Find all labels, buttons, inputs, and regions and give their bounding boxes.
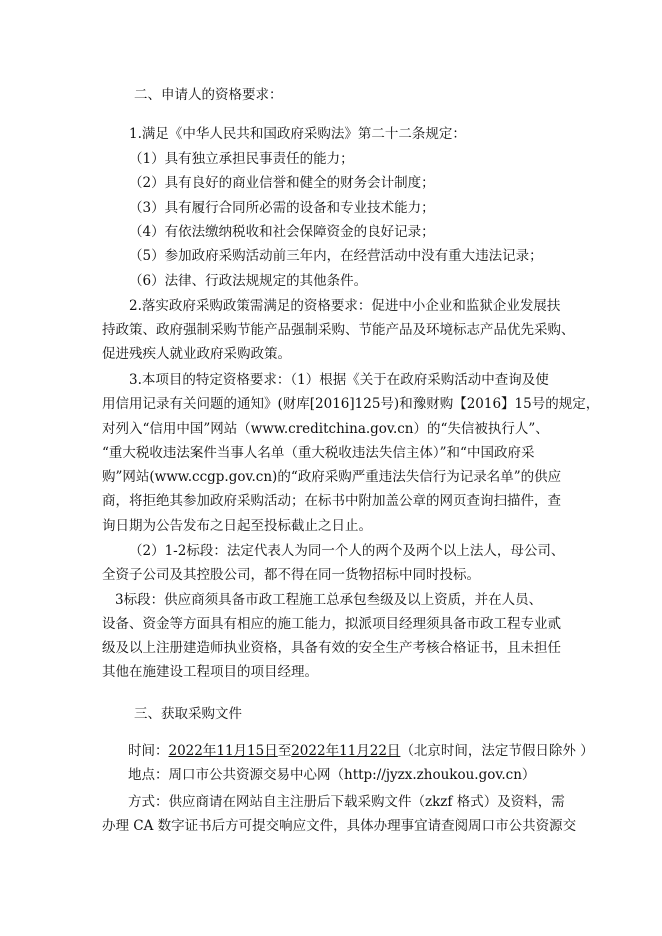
time-line <box>128 740 594 762</box>
item-3-line-3: 对列入“信用中国”网站（www.creditchina.gov.cn）的“失信被执行人”、 <box>102 421 549 437</box>
method-line-1: 方式：供应商请在网站自主注册后下载采购文件（zkzf 格式）及资料，需 <box>128 794 565 810</box>
time-start: 2022年11月15日 <box>168 743 278 759</box>
item-1-title: 1.满足《中华人民共和国政府采购法》第二十二条规定： <box>129 126 466 142</box>
clause-6: （6）法律、行政法规规定的其他条件。 <box>129 273 368 289</box>
lot-3-line-2: 设备、资金等方面具有相应的施工能力，拟派项目经理须具备市政工程专业贰 <box>102 616 561 632</box>
item-2-line-2: 持政策、政府强制采购节能产品强制采购、节能产品及环境标志产品优先采购、 <box>102 322 575 338</box>
method-line-2: 办理 CA 数字证书后方可提交响应文件，具体办理事宜请查阅周口市公共资源交 <box>102 818 577 834</box>
lot-3-line-3: 级及以上注册建造师执业资格，具备有效的安全生产考核合格证书，且未担任 <box>102 640 561 656</box>
item-3-line-2: 用信用记录有关问题的通知》(财库[2016]125号)和豫财购【2016】15号的规定， <box>102 396 600 412</box>
clause-3: （3）具有履行合同所必需的设备和专业技术能力； <box>129 200 435 216</box>
item-3-line-1: 3.本项目的特定资格要求：（1）根据《关于在政府采购活动中查询及使 <box>129 372 549 388</box>
clause-2: （2）具有良好的商业信誉和健全的财务会计制度； <box>129 175 435 191</box>
item-3-2-line-1: （2）1-2标段：法定代表人为同一个人的两个及两个以上法人，母公司、 <box>129 543 565 559</box>
clause-5: （5）参加政府采购活动前三年内，在经营活动中没有重大违法记录； <box>129 248 543 264</box>
time-separator: 至 <box>277 743 292 759</box>
lot-3-line-4: 其他在施建设工程项目的项目经理。 <box>102 664 318 680</box>
item-3-line-6: 商，将拒绝其参加政府采购活动；在标书中附加盖公章的网页查询扫描件，查 <box>102 493 561 509</box>
item-2-line-3: 促进残疾人就业政府采购政策。 <box>102 346 291 362</box>
place-line: 地点：周口市公共资源交易中心网（http://jyzx.zhoukou.gov.cn） <box>128 767 536 783</box>
lot-3-line-1: 3标段：供应商须具备市政工程施工总承包叁级及以上资质，并在人员、 <box>115 592 543 608</box>
time-note: （北京时间，法定节假日除外 ） <box>400 743 594 759</box>
item-3-line-4: “重大税收违法案件当事人名单（重大税收违法失信主体）”和“中国政府采 <box>102 445 535 461</box>
item-3-2-line-2: 全资子公司及其控股公司，都不得在同一货物招标中同时投标。 <box>102 567 480 583</box>
item-2-line-1: 2.落实政府采购政策需满足的资格要求：促进中小企业和监狱企业发展扶 <box>129 298 561 314</box>
section-2-heading: 二、申请人的资格要求： <box>134 87 283 103</box>
item-3-line-7: 询日期为公告发布之日起至投标截止之日止。 <box>102 518 372 534</box>
clause-1: （1）具有独立承担民事责任的能力； <box>129 151 354 167</box>
clause-4: （4）有依法缴纳税收和社会保障资金的良好记录； <box>129 224 435 240</box>
item-3-line-5: 购”网站(www.ccgp.gov.cn)的“政府采购严重违法失信行为记录名单”的供应 <box>102 469 562 485</box>
section-3-heading: 三、获取采购文件 <box>134 706 242 722</box>
time-label: 时间： <box>128 743 169 759</box>
time-end: 2022年11月22日 <box>291 743 401 759</box>
